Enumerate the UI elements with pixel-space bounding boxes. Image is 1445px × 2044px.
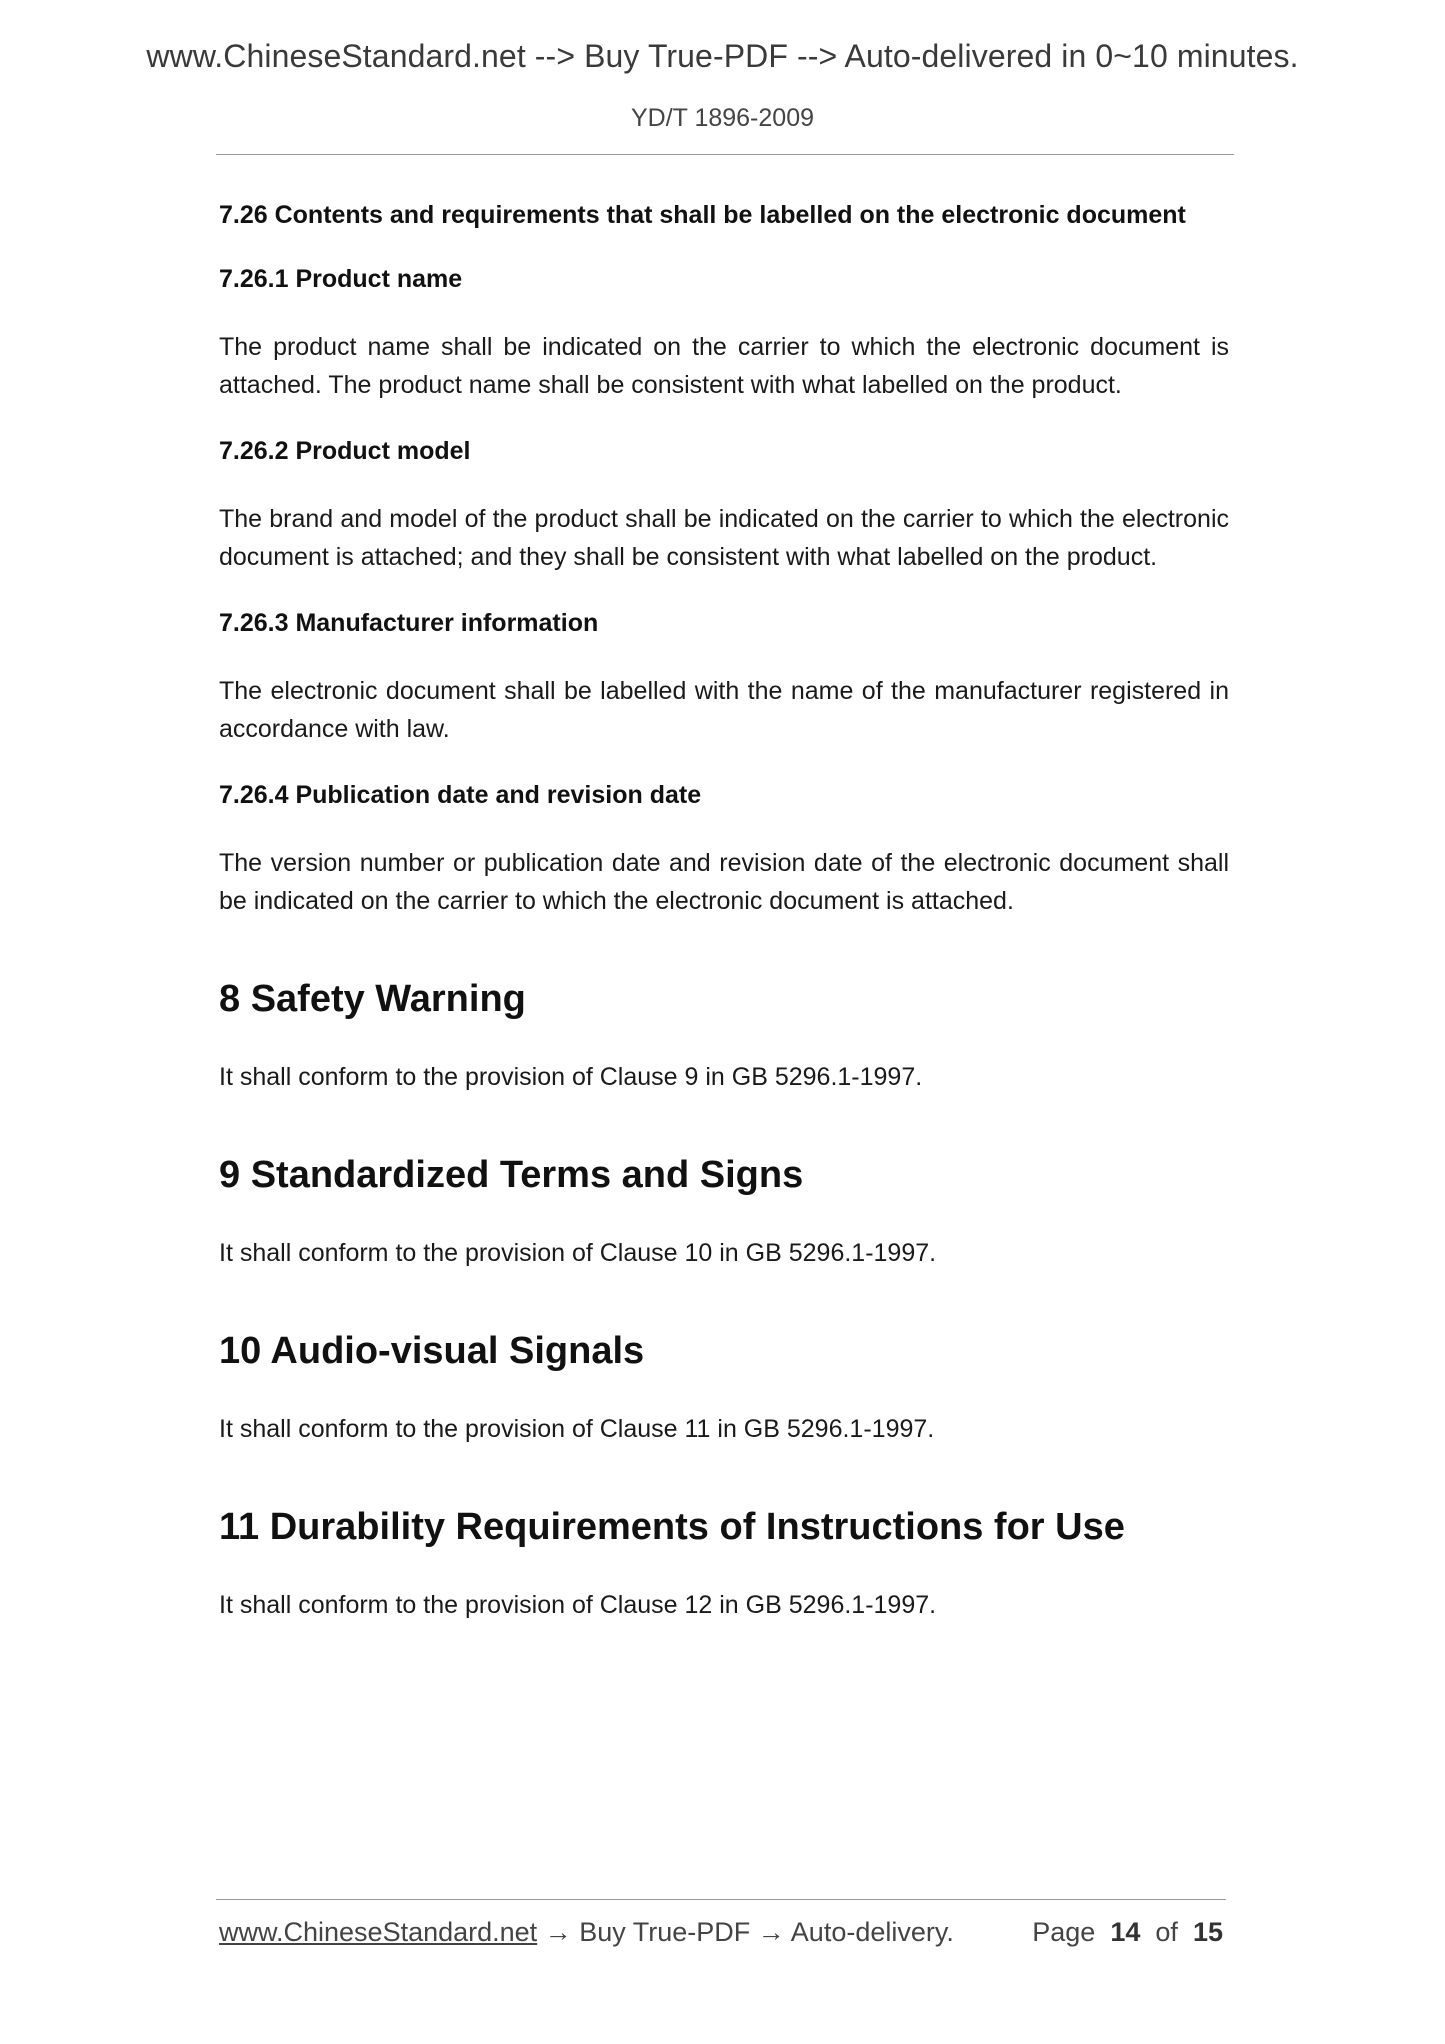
heading-7-26-4: 7.26.4 Publication date and revision date — [219, 781, 702, 809]
heading-9: 9 Standardized Terms and Signs — [219, 1154, 804, 1196]
heading-7-26: 7.26 Contents and requirements that shall be labelled on the electronic document — [219, 201, 1186, 229]
arrow-right-icon: → — [757, 1917, 785, 1947]
page-number: 14 — [1110, 1917, 1141, 1947]
document-id: YD/T 1896-2009 — [631, 104, 814, 132]
paragraph-10: It shall conform to the provision of Clause 11 in GB 5296.1-1997. — [219, 1415, 935, 1443]
document-body — [219, 196, 1229, 1624]
heading-7-26-2: 7.26.2 Product model — [219, 437, 471, 465]
paragraph-7-26-4: The version number or publication date and revision date of the electronic document shall be indicated on the carrier to which the electronic document is attached. — [219, 849, 1229, 915]
page-indicator — [1032, 1917, 1223, 1948]
footer-site-link[interactable]: www.ChineseStandard.net — [219, 1917, 538, 1947]
paragraph-11: It shall conform to the provision of Clause 12 in GB 5296.1-1997. — [219, 1591, 937, 1619]
top-banner: www.ChineseStandard.net --> Buy True-PDF --> Auto-delivered in 0~10 minutes. — [146, 38, 1299, 74]
total-pages: 15 — [1192, 1917, 1223, 1947]
paragraph-7-26-2: The brand and model of the product shall be indicated on the carrier to which the electronic document is attached; and they shall be consistent with what labelled on the product. — [219, 505, 1229, 571]
footer-promo — [219, 1917, 954, 1948]
arrow-right-icon: → — [544, 1917, 572, 1947]
heading-11: 11 Durability Requirements of Instructions for Use — [219, 1506, 1125, 1548]
paragraph-7-26-3: The electronic document shall be labelled with the name of the manufacturer registered in accordance with law. — [219, 677, 1229, 743]
heading-7-26-1: 7.26.1 Product name — [219, 265, 463, 293]
page-label: Page — [1032, 1917, 1096, 1947]
header-divider — [216, 154, 1234, 155]
paragraph-8: It shall conform to the provision of Clause 9 in GB 5296.1-1997. — [219, 1063, 923, 1091]
paragraph-7-26-1: The product name shall be indicated on the carrier to which the electronic document is attached. The product name shall be consistent with what labelled on the product. — [219, 333, 1229, 399]
footer-buy-text: Buy True-PDF — [579, 1917, 751, 1947]
footer-divider — [216, 1899, 1226, 1900]
heading-10: 10 Audio-visual Signals — [219, 1330, 645, 1372]
heading-8: 8 Safety Warning — [219, 978, 526, 1020]
heading-7-26-3: 7.26.3 Manufacturer information — [219, 609, 599, 637]
footer-delivery-text: Auto-delivery. — [790, 1917, 954, 1947]
paragraph-9: It shall conform to the provision of Clause 10 in GB 5296.1-1997. — [219, 1239, 937, 1267]
of-label: of — [1155, 1917, 1178, 1947]
